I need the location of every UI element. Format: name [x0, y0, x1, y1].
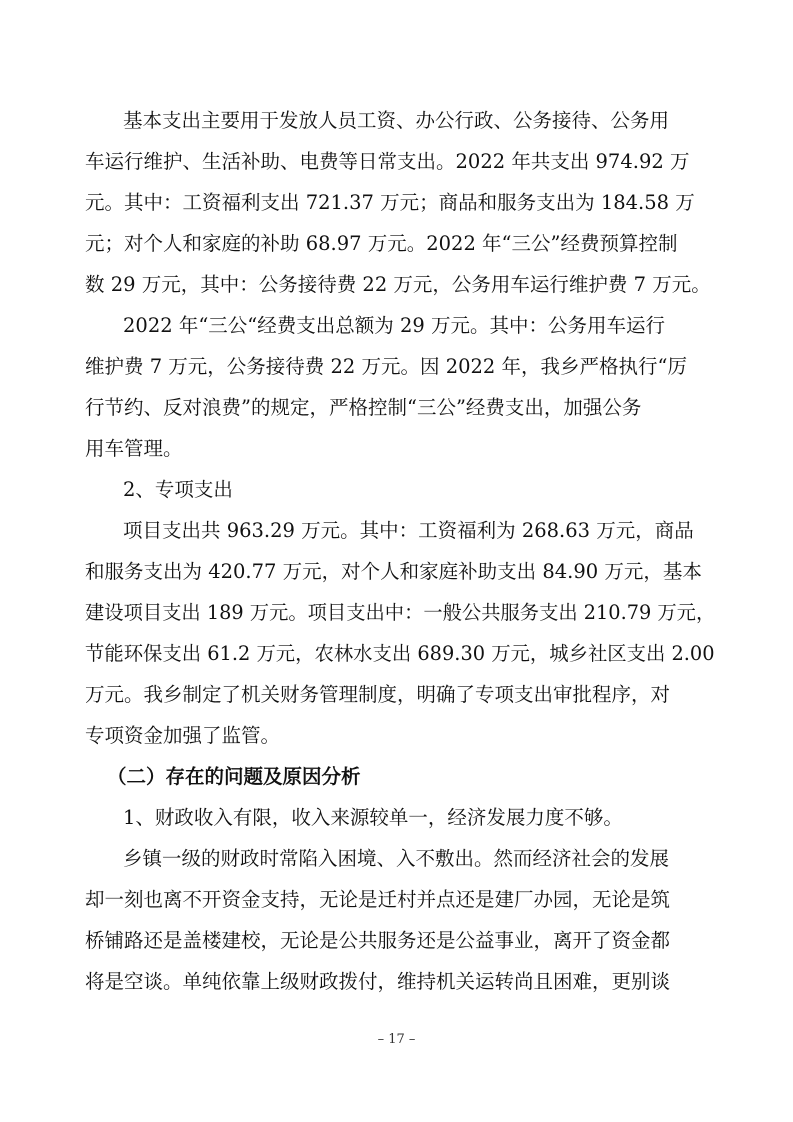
line-text: 数 29 万元，其中：公务接待费 22 万元，公务用车运行维护费 7 万元。: [85, 273, 711, 296]
line-text: （二）存在的问题及原因分析: [107, 765, 361, 788]
paragraph-line: [0, 514, 793, 550]
line-text: 万元。我乡制定了机关财务管理制度，明确了专项支出审批程序，对: [85, 683, 671, 706]
line-text: 基本支出主要用于发放人员工资、办公行政、公务接待、公务用: [123, 109, 670, 132]
section-heading: [0, 760, 793, 796]
paragraph-line: [0, 350, 793, 386]
line-text: 维护费 7 万元，公务接待费 22 万元。因 2022 年，我乡严格执行“厉: [85, 355, 688, 378]
line-text: 节能环保支出 61.2 万元，农林水支出 689.30 万元，城乡社区支出 2.00: [85, 642, 715, 665]
paragraph-line: [0, 801, 793, 837]
paragraph-line: [0, 227, 793, 263]
line-text: 建设项目支出 189 万元。项目支出中：一般公共服务支出 210.79 万元，: [85, 601, 716, 624]
section-subheading: [0, 473, 793, 509]
line-text: 元；对个人和家庭的补助 68.97 万元。2022 年“三公”经费预算控制: [85, 232, 678, 255]
line-text: 2022 年“三公“经费支出总额为 29 万元。其中：公务用车运行: [123, 314, 665, 337]
line-text: 2、专项支出: [123, 478, 233, 501]
line-text: 却一刻也离不开资金支持，无论是迁村并点还是建厂办园，无论是筑: [85, 888, 671, 911]
paragraph-line: [0, 637, 793, 673]
paragraph-line: [0, 186, 793, 222]
paragraph-line: [0, 965, 793, 1001]
paragraph-line: [0, 104, 793, 140]
paragraph-line: [0, 555, 793, 591]
paragraph-line: [0, 391, 793, 427]
line-text: 乡镇一级的财政时常陷入困境、入不敷出。然而经济社会的发展: [123, 847, 670, 870]
line-text: 项目支出共 963.29 万元。其中：工资福利为 268.63 万元，商品: [123, 519, 694, 542]
line-text: 和服务支出为 420.77 万元，对个人和家庭补助支出 84.90 万元，基本: [85, 560, 702, 583]
line-text: 行节约、反对浪费”的规定，严格控制“三公”经费支出，加强公务: [85, 396, 642, 419]
line-text: 桥铺路还是盖楼建校，无论是公共服务还是公益事业，离开了资金都: [85, 929, 671, 952]
line-text: 1、财政收入有限，收入来源较单一，经济发展力度不够。: [123, 806, 623, 829]
line-text: 将是空谈。单纯依靠上级财政拨付，维持机关运转尚且困难，更别谈: [85, 970, 671, 993]
paragraph-line: [0, 145, 793, 181]
paragraph-line: [0, 842, 793, 878]
paragraph-line: [0, 719, 793, 755]
paragraph-line: [0, 924, 793, 960]
line-text: 专项资金加强了监管。: [85, 724, 281, 747]
paragraph-line: [0, 268, 793, 304]
paragraph-line: [0, 432, 793, 468]
line-text: 元。其中：工资福利支出 721.37 万元；商品和服务支出为 184.58 万: [85, 191, 695, 214]
line-text: 用车管理。: [85, 437, 183, 460]
line-text: 车运行维护、生活补助、电费等日常支出。2022 年共支出 974.92 万: [85, 150, 690, 173]
page-number: – 17 –: [377, 1032, 416, 1047]
paragraph-line: [0, 309, 793, 345]
paragraph-line: [0, 883, 793, 919]
paragraph-line: [0, 678, 793, 714]
paragraph-line: [0, 596, 793, 632]
